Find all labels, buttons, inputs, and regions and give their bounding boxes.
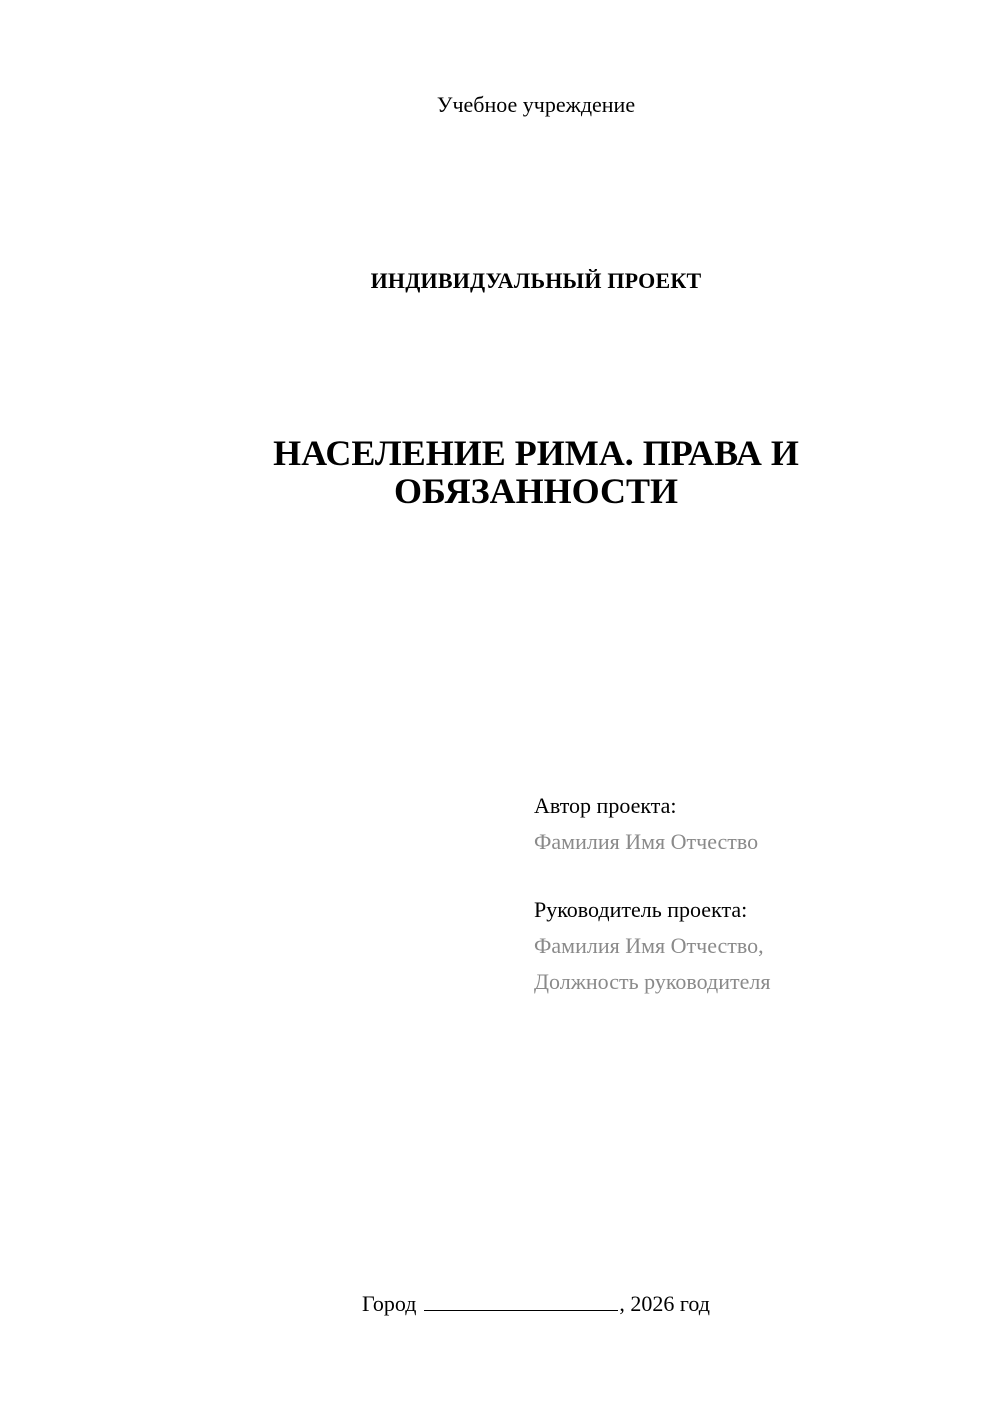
project-title bbox=[200, 434, 872, 510]
supervisor-position: Должность руководителя bbox=[534, 969, 771, 994]
author-label: Автор проекта: bbox=[534, 793, 677, 818]
city-year-line bbox=[0, 1290, 1000, 1317]
year-text: , 2026 год bbox=[619, 1291, 710, 1316]
project-title-line-1: НАСЕЛЕНИЕ РИМА. ПРАВА И bbox=[273, 433, 799, 473]
supervisor-label: Руководитель проекта: bbox=[534, 897, 748, 922]
institution-name: Учебное учреждение bbox=[436, 92, 636, 117]
project-type-heading: ИНДИВИДУАЛЬНЫЙ ПРОЕКТ bbox=[370, 268, 702, 293]
city-blank-line bbox=[424, 1290, 618, 1311]
supervisor-name: Фамилия Имя Отчество, bbox=[534, 933, 764, 958]
city-label: Город bbox=[362, 1291, 417, 1316]
info-spacer bbox=[534, 860, 974, 892]
author-name: Фамилия Имя Отчество bbox=[534, 829, 759, 854]
project-info-block bbox=[534, 788, 974, 1000]
project-title-line-2: ОБЯЗАННОСТИ bbox=[393, 471, 679, 511]
